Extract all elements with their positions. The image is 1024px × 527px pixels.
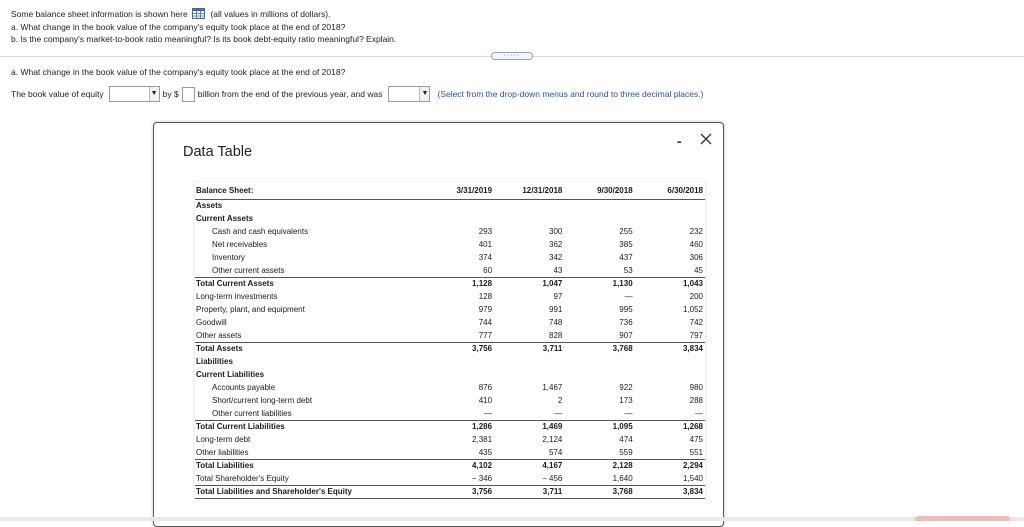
table-cell <box>494 199 564 212</box>
table-cell <box>494 212 564 225</box>
table-cell: 748 <box>549 318 563 327</box>
data-table-grid-icon[interactable] <box>192 8 205 19</box>
answer-middle: billion from the end of the previous year, and was <box>197 89 383 99</box>
table-cell: 342 <box>549 253 563 262</box>
table-cell: 1,268 <box>635 420 705 433</box>
table-row <box>195 316 705 329</box>
table-cell: 4,102 <box>424 459 494 472</box>
table-row <box>195 381 705 394</box>
table-cell: 551 <box>689 447 703 457</box>
question-part-b: b. Is the company's market-to-book ratio meaningful? Is its book debt-equity ratio meaningful? Explain. <box>11 34 397 44</box>
table-cell <box>564 199 634 212</box>
table-cell: 3,756 <box>424 342 494 355</box>
table-cell: − 456 <box>542 473 563 483</box>
table-cell: 979 <box>478 305 493 314</box>
table-cell: 1,043 <box>635 277 705 290</box>
table-cell: 922 <box>619 383 633 392</box>
table-row <box>195 329 705 342</box>
table-cell: − 346 <box>471 473 493 483</box>
dropdown-arrow-icon: ▼ <box>149 87 159 101</box>
table-cell: 255 <box>619 227 633 236</box>
table-cell: 200 <box>689 292 703 301</box>
row-label: Short/current long-term debt <box>212 396 313 405</box>
table-cell: 60 <box>483 265 493 275</box>
table-cell <box>564 212 634 225</box>
table-cell <box>635 355 705 368</box>
table-row <box>195 459 705 472</box>
table-cell: 1,052 <box>682 305 703 314</box>
table-cell: 574 <box>549 447 563 457</box>
question-intro <box>11 8 396 21</box>
table-cell: 45 <box>694 265 703 275</box>
equity-sign-dropdown[interactable] <box>388 86 430 102</box>
row-label: Goodwill <box>196 318 227 327</box>
row-label: Current Liabilities <box>196 370 265 379</box>
table-cell: 474 <box>619 435 633 444</box>
table-row <box>195 472 705 485</box>
column-header: 12/31/2018 <box>494 182 564 199</box>
row-label: Accounts payable <box>212 383 276 392</box>
bottom-scroll-track <box>0 517 1024 521</box>
table-cell: 300 <box>549 227 563 236</box>
expand-button[interactable]: ····· <box>491 52 533 60</box>
table-row <box>195 290 705 303</box>
row-label: Total Shareholder's Equity <box>196 473 289 483</box>
row-label: Assets <box>196 201 223 211</box>
table-cell: 3,768 <box>564 485 634 498</box>
table-cell: 876 <box>478 383 493 392</box>
table-row <box>195 199 705 212</box>
table-cell <box>494 368 564 381</box>
table-cell: 53 <box>623 265 633 275</box>
table-row <box>195 303 705 316</box>
table-cell: 1,095 <box>564 420 634 433</box>
data-table-modal <box>153 122 724 527</box>
table-cell: 1,640 <box>612 473 633 483</box>
table-cell: 435 <box>478 447 493 457</box>
table-cell: 1,469 <box>494 420 564 433</box>
table-row <box>195 342 705 355</box>
table-cell: 4,167 <box>494 459 564 472</box>
table-cell: 374 <box>478 253 493 262</box>
table-cell: 2,128 <box>564 459 634 472</box>
table-cell: 828 <box>549 330 563 340</box>
answer-line <box>11 86 703 102</box>
table-cell: 3,834 <box>635 342 705 355</box>
table-cell: 744 <box>478 318 493 327</box>
table-cell: — <box>624 292 633 301</box>
row-label: Long-term debt <box>196 435 251 444</box>
row-label: Other current assets <box>212 265 285 275</box>
table-cell: 173 <box>619 396 633 405</box>
column-header: 6/30/2018 <box>635 182 705 199</box>
dropdown-arrow-icon: ▼ <box>419 87 429 101</box>
table-cell: 401 <box>478 240 493 249</box>
row-label: Other liabilities <box>196 447 249 457</box>
table-cell <box>424 368 494 381</box>
row-label: Liabilities <box>196 357 233 366</box>
table-cell <box>424 212 494 225</box>
balance-sheet-table <box>195 182 705 499</box>
table-cell <box>494 355 564 368</box>
question-header <box>11 8 396 46</box>
row-label: Total Current Assets <box>195 277 424 290</box>
intro-text: Some balance sheet information is shown here <box>11 9 188 19</box>
table-cell: 2 <box>557 396 563 405</box>
table-row <box>195 368 705 381</box>
table-row <box>195 433 705 446</box>
table-cell: 232 <box>689 227 703 236</box>
table-cell: 777 <box>478 330 493 340</box>
row-label: Total Current Liabilities <box>195 420 424 433</box>
table-cell <box>564 368 634 381</box>
table-cell: 991 <box>549 305 563 314</box>
table-cell: 475 <box>689 435 703 444</box>
table-cell <box>635 368 705 381</box>
intro-units: (all values in millions of dollars). <box>210 9 331 19</box>
table-cell <box>424 199 494 212</box>
table-cell: 410 <box>478 396 493 405</box>
row-label: Net receivables <box>212 240 268 249</box>
table-row <box>195 485 705 498</box>
table-cell: — <box>695 408 703 418</box>
table-cell: 43 <box>553 265 563 275</box>
table-row <box>195 212 705 225</box>
column-header: 3/31/2019 <box>424 182 494 199</box>
table-cell: 385 <box>619 240 633 249</box>
table-cell: 1,467 <box>542 383 563 392</box>
table-cell <box>635 212 705 225</box>
table-cell: 3,834 <box>635 485 705 498</box>
table-cell: 559 <box>619 447 633 457</box>
table-cell: 460 <box>689 240 703 249</box>
table-row <box>195 446 705 459</box>
amount-input[interactable] <box>182 87 195 102</box>
table-row <box>195 407 705 420</box>
instruction-hint: (Select from the drop-down menus and round to three decimal places.) <box>437 89 704 99</box>
table-cell <box>424 355 494 368</box>
table-row <box>195 277 705 290</box>
header-label: Balance Sheet: <box>195 182 424 199</box>
table-cell: 980 <box>689 383 703 392</box>
row-label: Cash and cash equivalents <box>212 227 309 236</box>
minimize-button[interactable]: - <box>677 133 682 149</box>
table-cell: 1,286 <box>424 420 494 433</box>
row-label: Total Liabilities <box>195 459 424 472</box>
table-cell: 97 <box>553 292 563 301</box>
table-row <box>195 264 705 277</box>
table-cell: 742 <box>689 318 703 327</box>
table-row <box>195 394 705 407</box>
bottom-action-tab[interactable] <box>915 516 1010 521</box>
table-row <box>195 420 705 433</box>
table-row <box>195 225 705 238</box>
table-cell: 362 <box>549 240 563 249</box>
row-label: Current Assets <box>196 214 254 223</box>
table-cell: 3,768 <box>564 342 634 355</box>
table-cell: 288 <box>689 396 703 405</box>
table-cell: 3,756 <box>424 485 494 498</box>
table-cell: 2,381 <box>472 435 493 444</box>
table-cell: 3,711 <box>494 485 564 498</box>
table-cell: 797 <box>689 330 703 340</box>
table-row <box>195 355 705 368</box>
table-cell: 2,294 <box>635 459 705 472</box>
modal-title: Data Table <box>183 144 253 160</box>
table-cell: 1,047 <box>494 277 564 290</box>
table-row <box>195 251 705 264</box>
table-cell: 2,124 <box>542 435 563 444</box>
table-cell: 437 <box>619 253 633 262</box>
close-icon[interactable] <box>700 132 712 144</box>
table-cell: 306 <box>689 253 703 262</box>
table-cell: 995 <box>619 305 633 314</box>
table-cell: 1,130 <box>564 277 634 290</box>
table-header-row <box>195 182 705 199</box>
column-header: 9/30/2018 <box>564 182 634 199</box>
row-label: Property, plant, and equipment <box>196 305 305 314</box>
table-cell: 1,540 <box>682 473 703 483</box>
change-direction-dropdown[interactable] <box>109 86 160 102</box>
table-cell: 3,711 <box>494 342 564 355</box>
sub-question-a: a. What change in the book value of the company's equity took place at the end of 2018? <box>11 67 346 77</box>
table-cell <box>635 199 705 212</box>
row-label: Total Liabilities and Shareholder's Equity <box>195 485 424 498</box>
row-label: Total Assets <box>195 342 424 355</box>
table-cell: 128 <box>478 292 493 301</box>
table-cell: — <box>624 408 633 418</box>
question-part-a: a. What change in the book value of the company's equity took place at the end of 2018? <box>11 21 346 32</box>
table-cell: 907 <box>619 330 633 340</box>
answer-prefix: The book value of equity <box>11 89 104 99</box>
row-label: Other assets <box>196 330 242 340</box>
table-cell <box>564 355 634 368</box>
table-cell: 736 <box>619 318 633 327</box>
row-label: Other current liabilities <box>212 408 292 418</box>
table-cell: — <box>484 408 493 418</box>
by-label: by $ <box>162 89 179 99</box>
table-cell: 1,128 <box>424 277 494 290</box>
row-label: Inventory <box>212 253 245 262</box>
table-row <box>195 238 705 251</box>
table-cell: 293 <box>478 227 493 236</box>
row-label: Long-term investments <box>196 292 278 301</box>
table-cell: — <box>554 408 563 418</box>
